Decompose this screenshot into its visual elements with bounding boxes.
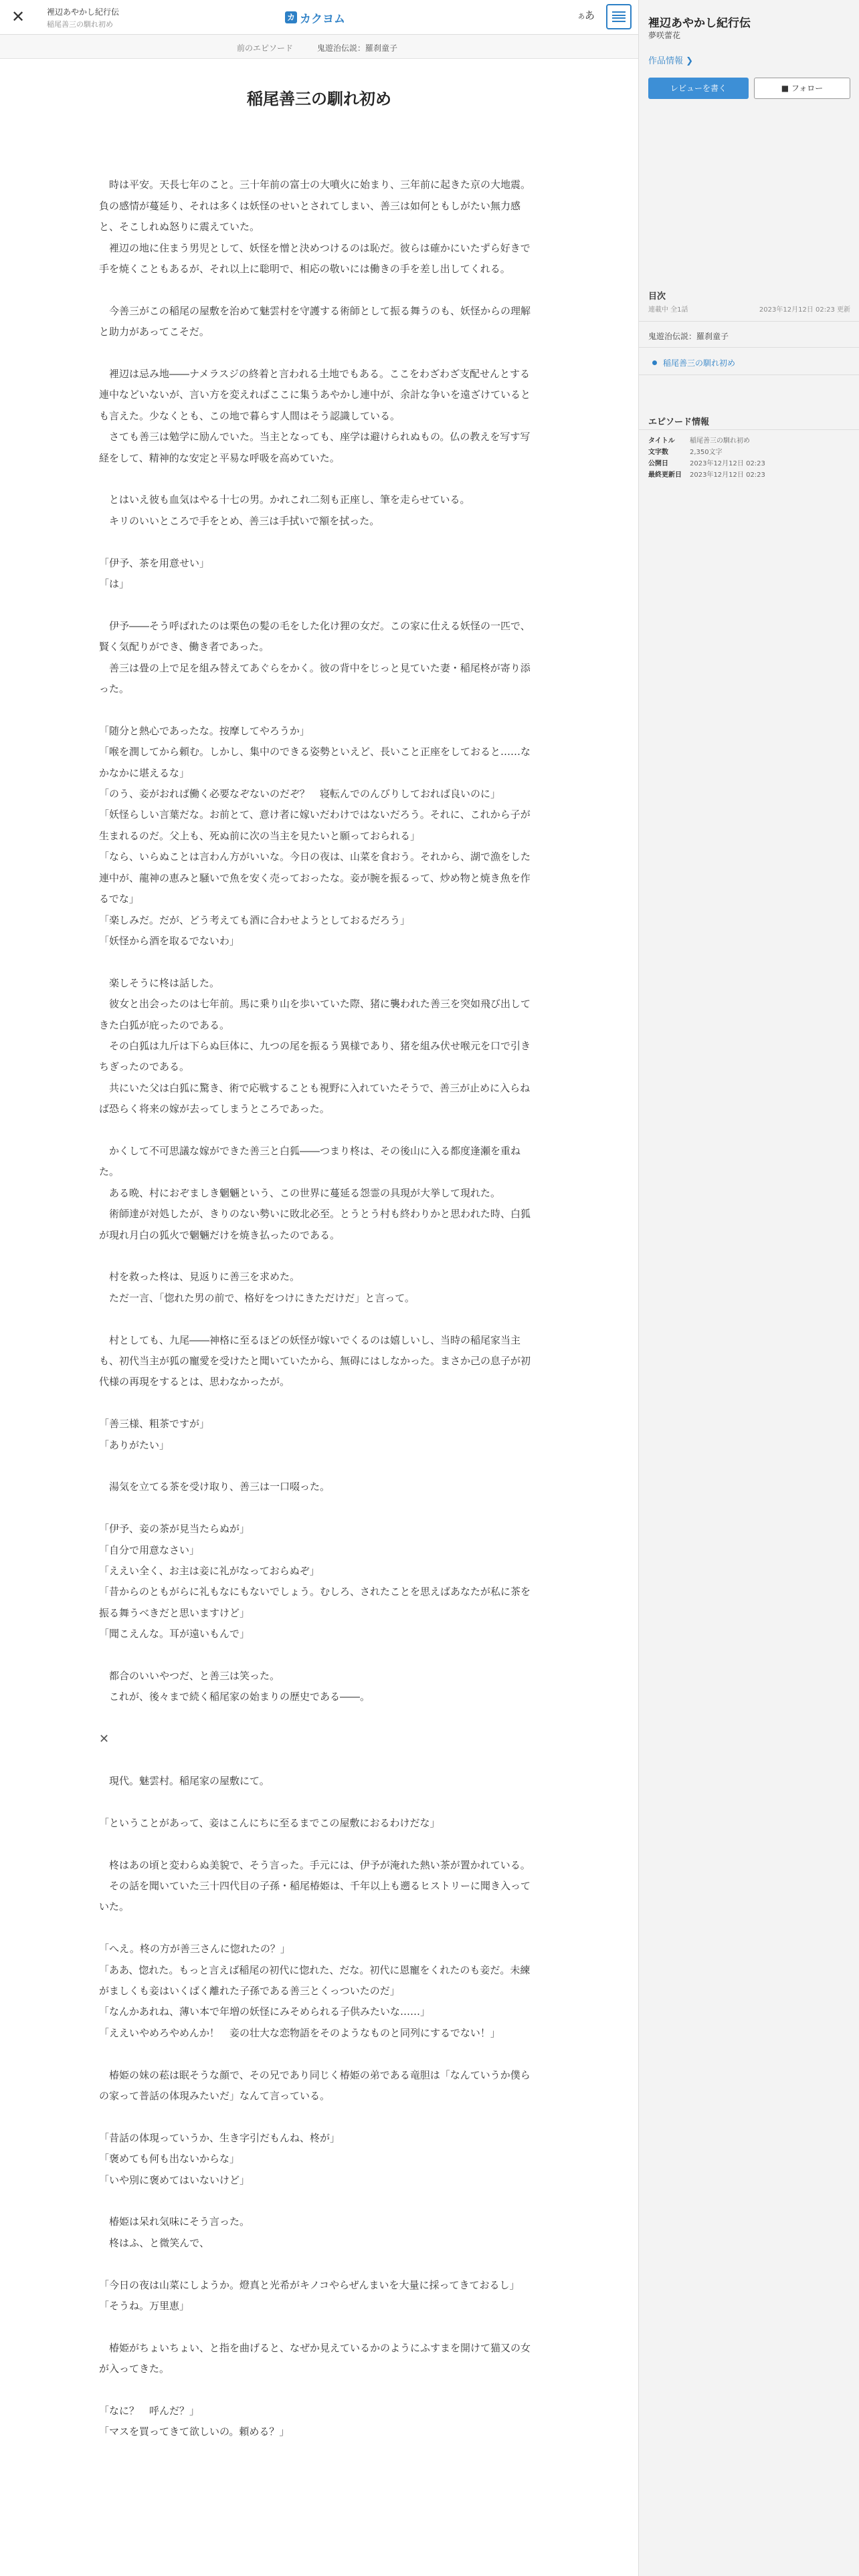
- toc-count: 連載中 全1話: [648, 306, 688, 314]
- prev-episode-link[interactable]: 前のエピソード: [237, 43, 294, 53]
- body-paragraph: 「なら、いらぬことは言わん方がいいな。今日の夜は、山菜を食おう。それから、湖で漁をした連中が、龍神の恵みと騒いで魚を安く売っておったな。妾が腕を振るって、炒め物と焼き魚を作るでな」: [99, 851, 531, 905]
- blank-line: [99, 469, 539, 490]
- chevron-right-icon: ❯: [686, 56, 694, 66]
- body-paragraph: 「いや別に褒めてはいないけど」: [99, 2173, 250, 2186]
- body-paragraph: 「ええいやめろやめんか！ 妾の壮大な恋物語をそのようなものと同列にするでない！」: [99, 2026, 500, 2039]
- font-size-glyph: あ: [585, 9, 595, 21]
- body-paragraph: 柊はふ、と微笑んで、: [99, 2236, 210, 2249]
- review-button-label: レビューを書く: [670, 84, 727, 93]
- blank-line: [99, 952, 539, 972]
- body-paragraph: 今善三がこの稲尾の屋敷を治めて魅雲村を守護する術師として振る舞うのも、妖怪からの理解と助力があってこそだ。: [99, 304, 531, 338]
- episode-info-row: [648, 457, 850, 469]
- reading-area: [0, 59, 638, 2576]
- current-episode-dot-icon: [652, 360, 657, 365]
- font-size-small-glyph: あ: [578, 13, 585, 21]
- body-paragraph: 椿姫は呆れ気味にそう言った。: [99, 2216, 250, 2228]
- body-paragraph: 楽しそうに柊は話した。: [99, 976, 220, 989]
- toc-chapter: 鬼遊治伝説：羅刹童子: [639, 321, 859, 348]
- blank-line: [99, 532, 539, 552]
- episode-info-key: 公開日: [648, 460, 668, 467]
- body-paragraph: 裡辺は忌み地――ナメラスジの終着と言われる土地でもある。ここをわざわざ支配せんとする連中などいないが、言い方を変えればここに集うあやかし連中が、余計な争いを遠ざけているとも言えた。少なくとも、この地で暮らす人間はそう認識している。: [99, 368, 531, 422]
- body-paragraph: 「褒めても何も出ないからな」: [99, 2153, 240, 2165]
- episode-info-row: [648, 469, 850, 480]
- blank-line: [99, 1120, 539, 1141]
- body-paragraph: 「へえ。柊の方が善三さんに惚れたの？」: [99, 1943, 290, 1955]
- body-paragraph: 「妖怪から酒を取るでないわ」: [99, 934, 240, 947]
- blank-line: [99, 1750, 539, 1771]
- episode-body: [99, 154, 539, 2443]
- blank-line: [99, 2044, 539, 2064]
- sidebar-author[interactable]: 夢咲蕾花: [648, 31, 681, 40]
- toc-updated: 2023年12月12日 02:23 更新: [759, 306, 850, 314]
- body-paragraph: 村を救った柊は、見返りに善三を求めた。: [99, 1271, 300, 1283]
- blank-line: [99, 1498, 539, 1519]
- section-separator: ✕: [99, 1732, 110, 1747]
- blank-line: [99, 1246, 539, 1267]
- work-info-link[interactable]: [648, 53, 693, 66]
- body-paragraph: 「ああ、惚れた。もっと言えば稲尾の初代に惚れた、だな。初代に恩寵をくれたのも妾だ。未練がましくも妾はいくばく離れた子孫である善三とくっついたのだ」: [99, 1963, 531, 1998]
- body-paragraph: 「ええい全く、お主は妾に礼がなっておらぬぞ」: [99, 1565, 320, 1577]
- blank-line: [99, 1393, 539, 1414]
- blank-line: [99, 1309, 539, 1329]
- blank-line: [99, 343, 539, 364]
- toc-episode-item[interactable]: [639, 350, 859, 374]
- body-paragraph: 「のう、妾がおれば働く必要なぞないのだぞ？ 寝転んでのんびりしておれば良いのに」: [99, 788, 501, 800]
- body-paragraph: その話を聞いていた三十四代目の子孫・稲尾椿姫は、千年以上も遡るヒストリーに聞き入っていた。: [99, 1880, 531, 1913]
- episode-info-row: [648, 446, 850, 457]
- blank-line: [99, 1918, 539, 1939]
- body-paragraph: 都合のいいやつだ、と善三は笑った。: [99, 1670, 280, 1683]
- body-paragraph: とはいえ彼も血気はやる十七の男。かれこれ二刻も正座し、筆を走らせている。: [99, 494, 470, 506]
- kakuyomu-logo[interactable]: [285, 9, 345, 25]
- blank-line: [99, 1456, 539, 1477]
- blank-line: [99, 2191, 539, 2212]
- blank-line: [99, 1792, 539, 1812]
- blank-line: [99, 1834, 539, 1854]
- work-info-label: 作品情報: [648, 56, 684, 66]
- body-paragraph: 「自分で用意なさい」: [99, 1543, 200, 1556]
- episode-info-value: 稲尾善三の馴れ初め: [690, 437, 750, 445]
- blank-line: [99, 280, 539, 300]
- body-paragraph: 「聞こえんな。耳が遠いもんで」: [99, 1628, 250, 1640]
- follow-button-label: フォロー: [791, 84, 824, 93]
- top-bar: [0, 0, 638, 35]
- body-paragraph: 現代。魅雲村。稲尾家の屋敷にて。: [99, 1775, 270, 1788]
- episode-heading: 稲尾善三の馴れ初め: [247, 89, 391, 108]
- header-work-title[interactable]: 裡辺あやかし紀行伝: [47, 7, 120, 17]
- episode-info-value: 2023年12月12日 02:23: [690, 471, 765, 479]
- body-paragraph: 「ということがあって、妾はこんにちに至るまでこの屋敷におるわけだな」: [99, 1816, 440, 1829]
- blank-line: [99, 154, 539, 175]
- body-paragraph: さても善三は勉学に励んでいた。当主となっても、座学は避けられぬもの。仏の教えを写す写経をして、精神的な安定と平易な呼吸を高めていた。: [99, 431, 531, 464]
- episode-info-heading: エピソード情報: [648, 417, 710, 427]
- body-paragraph: キリのいいところで手をとめ、善三は手拭いで額を拭った。: [99, 514, 380, 527]
- follow-button[interactable]: [754, 78, 850, 99]
- close-icon[interactable]: ✕: [11, 7, 25, 26]
- episode-info-key: タイトル: [648, 437, 675, 445]
- sidebar-work-title[interactable]: 裡辺あやかし紀行伝: [648, 17, 751, 30]
- body-paragraph: ただ一言、「惚れた男の前で、格好をつけにきただけだ」と言って。: [99, 1291, 415, 1304]
- body-paragraph: かくして不可思議な嫁ができた善三と白狐――つまり柊は、その後山に入る都度逢瀬を重ねた。: [99, 1144, 521, 1178]
- body-paragraph: 村としても、九尾――神格に至るほどの妖怪が嫁いでくるのは嬉しいし、当時の稲尾家当主も、初代当主が狐の寵愛を受けたと聞いていたから、無碍にはしなかった。まさか己の息子が初代様の再現をするとは、思わなかったが。: [99, 1333, 531, 1388]
- episode-info-table: [648, 435, 850, 480]
- body-paragraph: 「なんかあれね、薄い本で年増の妖怪にみそめられる子供みたいな……」: [99, 2006, 431, 2018]
- blank-line: [99, 2380, 539, 2401]
- episode-info-value: 2,350文字: [690, 449, 723, 456]
- blank-line: [99, 1645, 539, 1666]
- font-size-button[interactable]: [578, 8, 595, 22]
- divider: [639, 429, 859, 430]
- menu-line: [612, 21, 626, 22]
- body-paragraph: 「は」: [99, 578, 130, 591]
- menu-line: [612, 11, 626, 13]
- body-paragraph: 「妖怪らしい言葉だな。お前とて、意け者に嫁いだわけではないだろう。それに、これから子が生まれるのだ。父上も、死ぬ前に次の当主を見たいと願っておられる」: [99, 809, 531, 842]
- body-paragraph: 「マスを買ってきて欲しいの。頼める？」: [99, 2426, 290, 2438]
- divider: [639, 374, 859, 375]
- body-paragraph: 術師達が対処したが、きりのない勢いに敗北必至。とうとう村も終わりかと思われた時、白狐が現れ月白の狐火で魍魎だけを焼き払ったのである。: [99, 1208, 531, 1241]
- episode-subnav: [0, 35, 638, 59]
- body-paragraph: ある晩、村におぞましき魍魎という、この世界に蔓延る怨霊の具現が大挙して現れた。: [99, 1186, 501, 1199]
- logo-text: カクヨム: [300, 12, 345, 26]
- body-paragraph: これが、後々まで続く稲尾家の始まりの歴史である――。: [99, 1691, 371, 1703]
- bookmark-icon: ■: [781, 84, 789, 93]
- header-episode-title: 稲尾善三の馴れ初め: [47, 20, 113, 29]
- toc-meta: [648, 304, 850, 314]
- review-button[interactable]: [648, 78, 749, 99]
- body-paragraph: 椿姫の妹の菘は眠そうな顔で、その兄であり同じく椿姫の弟である竜胆は「なんていうか僕らの家って普話の体現みたいだ」なんて言っている。: [99, 2068, 531, 2103]
- body-paragraph: 「なに？ 呼んだ？」: [99, 2405, 200, 2418]
- body-paragraph: 「善三様、粗茶ですが」: [99, 1418, 210, 1430]
- body-paragraph: 「昔話の体現っていうか、生き字引だもんね、柊が」: [99, 2131, 341, 2144]
- body-paragraph: その白狐は九斤は下らぬ巨体に、九つの尾を振るう異様であり、猪を組み伏せ喉元を口で引きちぎったのである。: [99, 1039, 531, 1073]
- blank-line: [99, 1708, 539, 1729]
- body-paragraph: 伊予――そう呼ばれたのは栗色の髪の毛をした化け狸の女だ。この家に仕える妖怪の一匹で、賢く気配りができ、働き者であった。: [99, 619, 531, 653]
- episode-info-value: 2023年12月12日 02:23: [690, 460, 765, 467]
- right-sidebar: [638, 0, 859, 2576]
- episode-info-row: [648, 435, 850, 446]
- blank-line: [99, 2254, 539, 2274]
- blank-line: [99, 2317, 539, 2337]
- body-paragraph: 時は平安。天長七年のこと。三十年前の富士の大噴火に始まり、三年前に起きた京の大地震。負の感情が蔓延り、それは多くは妖怪のせいとされてしまい、善三は如何ともしがたい無力感と、そこしれぬ怒りに震えていた。: [99, 179, 531, 233]
- body-paragraph: 善三は畳の上で足を組み替えてあぐらをかく。彼の背中をじっと見ていた妻・稲尾柊が寄り添った。: [99, 661, 531, 695]
- body-paragraph: 「ありがたい」: [99, 1438, 170, 1451]
- body-paragraph: 共にいた父は白狐に驚き、術で応戦することも視野に入れていたそうで、善三が止めに入らねば恐らく将来の嫁が去ってしまうところであった。: [99, 1081, 531, 1115]
- body-paragraph: 湯気を立てる茶を受け取り、善三は一口啜った。: [99, 1481, 330, 1493]
- body-paragraph: 「伊予、茶を用意せい」: [99, 556, 210, 569]
- body-paragraph: 「伊予、妾の茶が見当たらぬが」: [99, 1523, 250, 1535]
- blank-line: [99, 2107, 539, 2127]
- body-paragraph: 彼女と出会ったのは七年前。馬に乗り山を歩いていた際、猪に襲われた善三を突如飛び出してきた白狐が庇ったのである。: [99, 998, 531, 1031]
- blank-line: [99, 700, 539, 720]
- toc-episode-label: 稲尾善三の馴れ初め: [663, 358, 736, 368]
- episode-info-key: 文字数: [648, 449, 668, 456]
- hamburger-menu-icon[interactable]: [606, 4, 632, 29]
- menu-line: [612, 17, 626, 19]
- body-paragraph: 「そうね。万里恵」: [99, 2300, 190, 2313]
- body-paragraph: 裡辺の地に住まう男児として、妖怪を憎と決めつけるのは恥だ。彼らは確かにいたずら好きで手を焼くこともあるが、それ以上に聡明で、相応の敬いには働きの手を差し出してくれる。: [99, 241, 531, 276]
- body-paragraph: 「喉を潤してから頼む。しかし、集中のできる姿勢といえど、長いこと正座をしておると……なかなかに堪えるな」: [99, 746, 531, 779]
- body-paragraph: 「今日の夜は山菜にしようか。燈真と光希がキノコやらぜんまいを大量に採ってきておるし」: [99, 2278, 520, 2291]
- logo-mark-icon: カ: [285, 11, 297, 23]
- body-paragraph: 「随分と熱心であったな。按摩してやろうか」: [99, 724, 310, 737]
- body-paragraph: 「昔からのともがらに礼もなにもないでしょう。むしろ、されたことを思えばあなたが私に茶を振る舞うべきだと思いますけど」: [99, 1586, 531, 1619]
- toc-heading: 目次: [648, 292, 666, 302]
- blank-line: [99, 595, 539, 615]
- body-paragraph: 椿姫がちょいちょい、と指を曲げると、なぜか見えているかのようにふすまを開けて猫又の女が入ってきた。: [99, 2341, 531, 2375]
- chapter-title: 鬼遊治伝説：羅刹童子: [317, 43, 398, 53]
- body-paragraph: 「楽しみだ。だが、どう考えても酒に合わせようとしておるだろう」: [99, 914, 411, 926]
- episode-info-key: 最終更新日: [648, 471, 682, 479]
- body-paragraph: 柊はあの頃と変わらぬ美貌で、そう言った。手元には、伊予が淹れた熱い茶が置かれている。: [99, 1858, 531, 1871]
- menu-line: [612, 15, 626, 16]
